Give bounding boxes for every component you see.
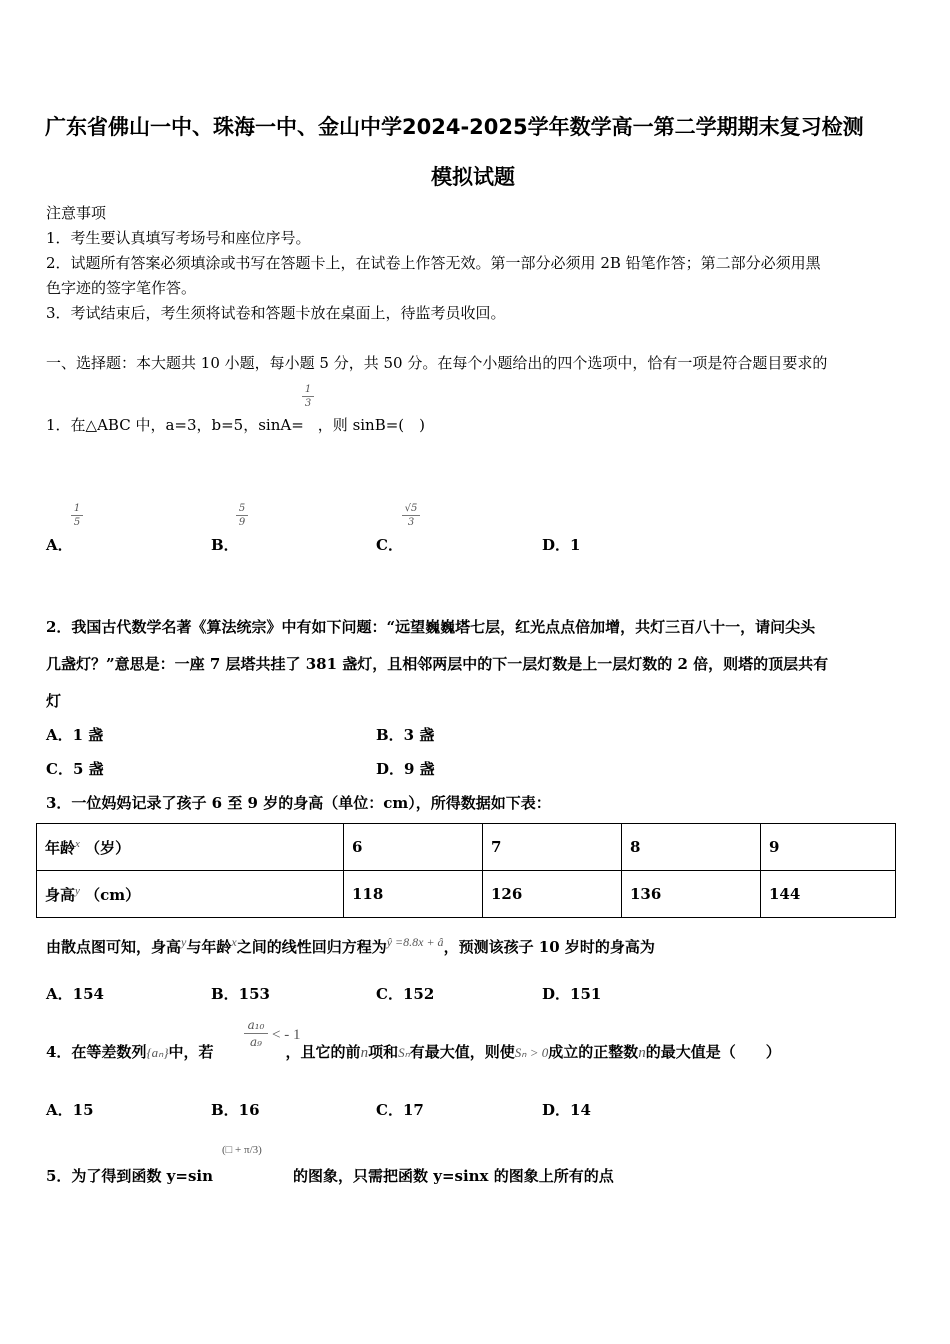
table-row <box>37 871 896 918</box>
table-cell: 8 <box>622 824 761 871</box>
q1-option-d[interactable]: D．1 <box>542 536 581 554</box>
q2-option-d[interactable]: D．9 盏 <box>376 760 435 778</box>
q4-inequality: < - 1 <box>272 1027 301 1043</box>
q2-line-2: 几盏灯？”意思是：一座 7 层塔共挂了 381 盏灯，且相邻两层中的下一层灯数是上一层灯数的 2 倍，则塔的顶层共有 <box>46 655 829 673</box>
notice-item-3: 3．考试结束后，考生须将试卷和答题卡放在桌面上，待监考员收回。 <box>46 304 506 322</box>
q3-option-c[interactable]: C．152 <box>376 985 435 1003</box>
q4-option-a[interactable]: A．15 <box>46 1101 94 1119</box>
table-cell: 9 <box>761 824 896 871</box>
q1-text-a: 1．在△ABC 中，a=3，b=5，sinA= <box>46 416 304 434</box>
q3-part2: 与年龄 <box>186 938 232 956</box>
notice-item-2: 2．试题所有答案必须填涂或书写在答题卡上，在试卷上作答无效。第一部分必须用 2B 铅笔作答；第二部分必须用黑 <box>46 254 821 272</box>
row1-label-a: 年龄 <box>45 838 76 857</box>
q2-line-3: 灯 <box>46 692 62 710</box>
q4-n1: n <box>360 1045 369 1061</box>
table-cell: 118 <box>344 871 483 918</box>
page-title-line2: 模拟试题 <box>431 165 515 189</box>
q3-part1: 由散点图可知，身高 <box>46 938 182 956</box>
notice-item-1: 1．考生要认真填写考场号和座位序号。 <box>46 229 311 247</box>
q2-option-a[interactable]: A．1 盏 <box>46 726 104 744</box>
q1-b-den: 9 <box>238 517 246 528</box>
q1-fraction <box>302 384 314 409</box>
q1-b-num: 5 <box>238 503 246 514</box>
q3-option-b[interactable]: B．153 <box>211 985 270 1003</box>
q1-c-num: √5 <box>404 503 418 514</box>
q4-sn2: Sₙ > 0 <box>514 1045 549 1060</box>
q2-option-b[interactable]: B．3 盏 <box>376 726 435 744</box>
q1-option-b[interactable]: B． <box>211 536 239 554</box>
table-cell: 136 <box>622 871 761 918</box>
q5-argument: (□ + π/3) <box>222 1144 262 1156</box>
q4-sn1: Sₙ <box>398 1045 410 1060</box>
q4-option-b[interactable]: B．16 <box>211 1101 260 1119</box>
q3-var-x: x <box>231 935 237 949</box>
question-5 <box>46 1165 614 1186</box>
q4-part1: 4．在等差数列 <box>46 1043 147 1061</box>
q4-part2: 中，若 <box>168 1043 214 1061</box>
q3-option-a[interactable]: A．154 <box>46 985 104 1003</box>
q3-var-y: y <box>181 935 187 949</box>
q3-followup <box>46 935 655 957</box>
table-cell: 144 <box>761 871 896 918</box>
q5-part1: 5．为了得到函数 y=sin <box>46 1167 213 1185</box>
row2-label-a: 身高 <box>45 885 76 904</box>
q3-part3: 之间的线性回归方程为 <box>236 938 387 956</box>
q1-option-a-frac <box>71 503 83 528</box>
q2-line-1: 2．我国古代数学名著《算法统宗》中有如下问题：“远望巍巍塔七层，红光点点倍加增，共灯三百八十一，请问尖头 <box>46 618 816 636</box>
table-cell: 126 <box>483 871 622 918</box>
var-x: x <box>75 837 80 850</box>
q4-seq: {aₙ} <box>146 1045 169 1060</box>
regression-equation: ŷ =8.8x + â <box>386 935 444 949</box>
q3-intro: 3．一位妈妈记录了孩子 6 至 9 岁的身高（单位：cm），所得数据如下表： <box>46 794 551 812</box>
q1-frac-den: 3 <box>304 398 312 409</box>
section-heading: 一、选择题：本大题共 10 小题，每小题 5 分，共 50 分。在每个小题给出的四个选项中，恰有一项是符合题目要求的 <box>46 354 828 372</box>
q1-a-den: 5 <box>73 517 81 528</box>
table-cell: 7 <box>483 824 622 871</box>
q4-part4: 项和 <box>368 1043 399 1061</box>
q4-frac-den: a₉ <box>250 1035 262 1049</box>
q2-option-c[interactable]: C．5 盏 <box>46 760 104 778</box>
q1-c-den: 3 <box>407 517 415 528</box>
question-1 <box>46 414 425 435</box>
question-4 <box>46 1041 781 1062</box>
q4-frac-num: a₁₀ <box>247 1018 265 1032</box>
notice-heading: 注意事项 <box>46 204 107 222</box>
table-cell-label <box>37 871 344 918</box>
q4-part6: 成立的正整数 <box>548 1043 639 1061</box>
q1-text-b: ，则 sinB=( ) <box>317 416 426 434</box>
page-title: 广东省佛山一中、珠海一中、金山中学2024-2025学年数学高一第二学期期末复习检测 <box>45 115 864 139</box>
table-row <box>37 824 896 871</box>
q3-part4: ，预测该孩子 10 岁时的身高为 <box>443 938 655 956</box>
var-y: y <box>75 884 80 897</box>
q4-option-c[interactable]: C．17 <box>376 1101 424 1119</box>
table-cell-label <box>37 824 344 871</box>
q1-option-a[interactable]: A． <box>46 536 73 554</box>
q4-part5: 有最大值，则使 <box>409 1043 515 1061</box>
q1-option-c[interactable]: C． <box>376 536 403 554</box>
q5-part2: 的图象，只需把函数 y=sinx 的图象上所有的点 <box>293 1167 614 1185</box>
q4-part7: 的最大值是（ ） <box>645 1043 781 1061</box>
height-table <box>36 823 896 918</box>
q4-option-d[interactable]: D．14 <box>542 1101 591 1119</box>
q1-a-num: 1 <box>73 503 81 514</box>
q1-option-c-frac <box>402 503 420 528</box>
q4-n2: n <box>638 1045 646 1061</box>
table-cell: 6 <box>344 824 483 871</box>
row2-label-b: （cm） <box>85 885 141 904</box>
q3-option-d[interactable]: D．151 <box>542 985 602 1003</box>
notice-item-2-cont: 色字迹的签字笔作答。 <box>46 279 197 297</box>
q4-part3: ，且它的前 <box>285 1043 361 1061</box>
q1-option-b-frac <box>236 503 248 528</box>
q1-frac-num: 1 <box>304 384 312 395</box>
row1-label-b: （岁） <box>85 838 131 857</box>
